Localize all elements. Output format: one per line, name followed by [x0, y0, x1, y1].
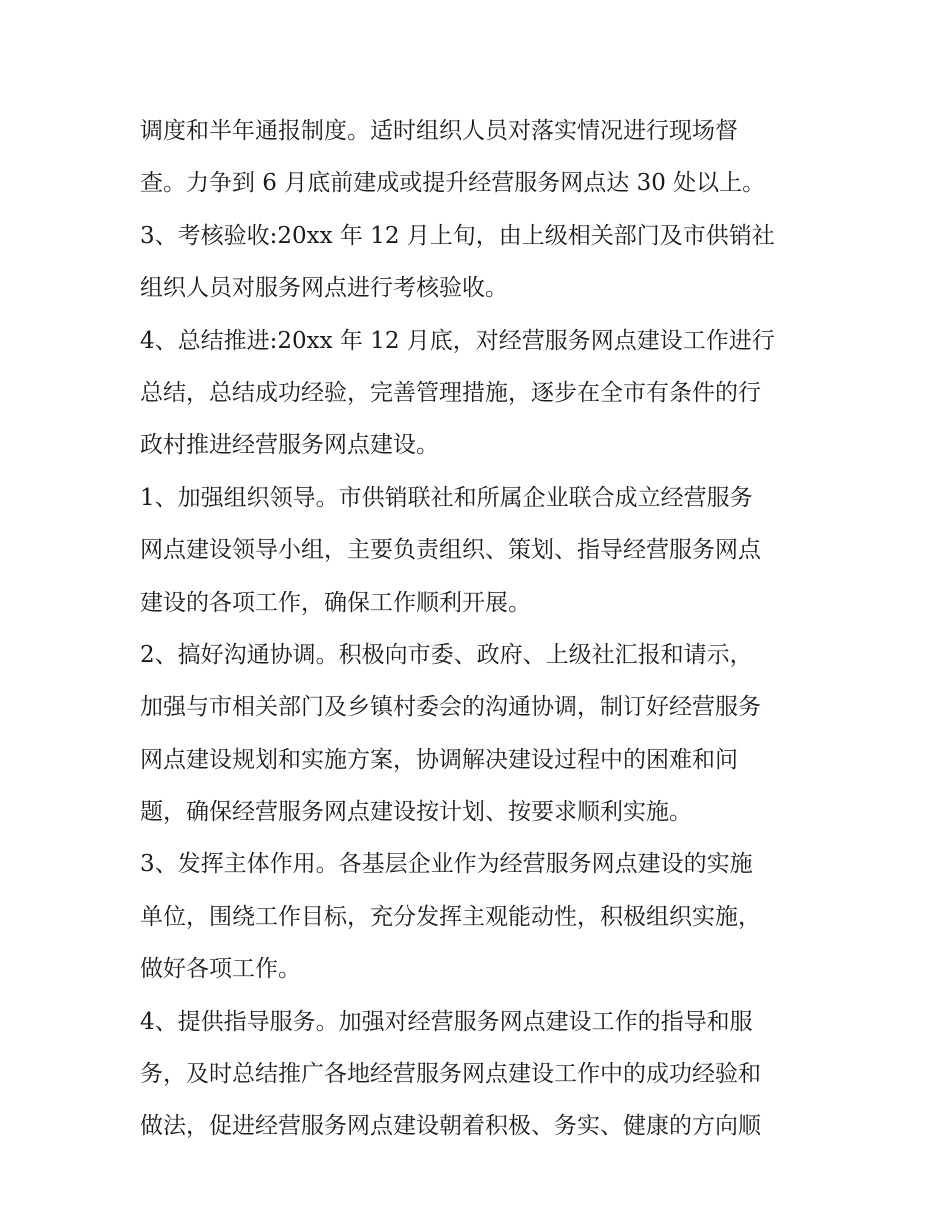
text-line: 4、总结推进:20xx 年 12 月底，对经营服务网点建设工作进行	[140, 327, 775, 354]
text-line: 题，确保经营服务网点建设按计划、按要求顺利实施。	[140, 799, 692, 826]
text-line: 单位，围绕工作目标，充分发挥主观能动性，积极组织实施，	[140, 903, 761, 930]
text-line: 3、发挥主体作用。各基层企业作为经营服务网点建设的实施	[140, 851, 753, 878]
text-line: 做法，促进经营服务网点建设朝着积极、务实、健康的方向顺	[140, 1113, 761, 1140]
text-line: 做好各项工作。	[140, 956, 301, 983]
text-line: 3、考核验收:20xx 年 12 月上旬，由上级相关部门及市供销社	[140, 222, 775, 249]
text-line: 1、加强组织领导。市供销联社和所属企业联合成立经营服务	[140, 484, 753, 511]
text-line: 建设的各项工作，确保工作顺利开展。	[140, 589, 531, 616]
text-line: 4、提供指导服务。加强对经营服务网点建设工作的指导和服	[140, 1008, 753, 1035]
text-line: 组织人员对服务网点进行考核验收。	[140, 275, 508, 302]
text-line: 查。力争到 6 月底前建成或提升经营服务网点达 30 处以上。	[140, 170, 766, 197]
text-line: 总结，总结成功经验，完善管理措施，逐步在全市有条件的行	[140, 379, 761, 406]
text-line: 网点建设规划和实施方案，协调解决建设过程中的困难和问	[140, 746, 738, 773]
text-line: 2、搞好沟通协调。积极向市委、政府、上级社汇报和请示，	[140, 641, 753, 668]
text-line: 加强与市相关部门及乡镇村委会的沟通协调，制订好经营服务	[140, 694, 761, 721]
text-line: 政村推进经营服务网点建设。	[140, 432, 439, 459]
text-line: 务，及时总结推广各地经营服务网点建设工作中的成功经验和	[140, 1061, 761, 1088]
body-text	[140, 105, 830, 1153]
text-line: 网点建设领导小组，主要负责组织、策划、指导经营服务网点	[140, 537, 761, 564]
text-line: 调度和半年通报制度。适时组织人员对落实情况进行现场督	[140, 118, 738, 144]
